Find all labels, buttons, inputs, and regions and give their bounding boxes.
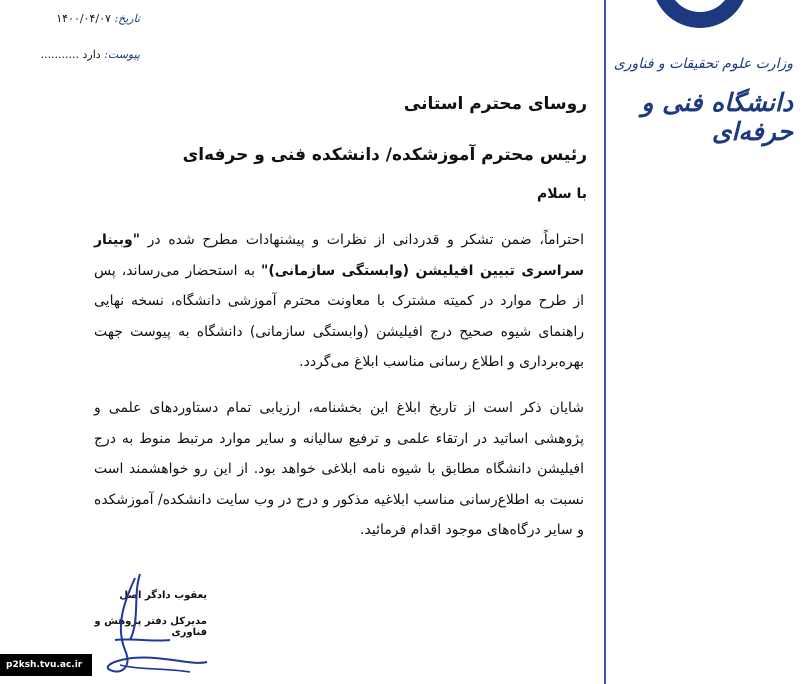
paragraph-2: شایان ذکر است از تاریخ ابلاغ این بخشنامه، ارزیابی تمام دستاوردهای علمی و پژوهشی اساتید در ارتقاء علمی و ترفیع سالیانه و سایر موارد مرتبط منوط به درج افیلیشن دانشگاه مطابق با شیوه نامه ابلاغی خواهد بود. از این رو خواهشمند است نسبت به اطلاع‌رسانی مناسب ابلاغیه مذکور و درج در وب سایت دانشکده/ آموزشکده و سایر درگاه‌های موجود اقدام فرمائید. bbox=[94, 400, 584, 538]
watermark: p2ksh.tvu.ac.ir bbox=[0, 654, 92, 676]
date-field: تاریخ: ۱۴۰۰/۰۴/۰۷ bbox=[56, 12, 140, 25]
date-value: ۱۴۰۰/۰۴/۰۷ bbox=[56, 12, 111, 25]
greeting: با سلام bbox=[536, 186, 587, 202]
signatory-title: مدیرکل دفتر پژوهش و فناوری bbox=[94, 616, 207, 638]
attachment-field: پیوست: دارد ........... bbox=[40, 48, 140, 61]
paragraph-1-intro: احتراماً، ضمن تشکر و قدردانی از نظرات و پیشنهادات مطرح شده در bbox=[140, 232, 584, 248]
ministry-name: وزارت علوم تحقیقات و فناوری bbox=[613, 56, 793, 72]
attachment-value: دارد ........... bbox=[40, 48, 101, 61]
addressee-faculty-heads: رئیس محترم آموزشکده/ دانشکده فنی و حرفه‌ای bbox=[182, 145, 587, 165]
letterhead-divider bbox=[604, 0, 606, 684]
university-name: دانشگاه فنی و حرفه‌ای bbox=[641, 88, 793, 146]
paragraph-1 bbox=[94, 225, 584, 378]
date-label: تاریخ bbox=[118, 12, 140, 25]
handwritten-signature bbox=[95, 570, 210, 682]
university-logo bbox=[650, 0, 750, 30]
addressee-provincial-heads: روسای محترم استانی bbox=[403, 94, 587, 114]
signatory-name: یعقوب دادگر اصل bbox=[119, 590, 207, 601]
webinar-title: "وبینار سراسری تبیین افیلیشن (وابستگی سازمانی)" bbox=[94, 232, 584, 279]
paragraph-1-body: به استحضار می‌رساند، پس از طرح موارد در کمیته مشترک با معاونت محترم آموزشی دانشگاه، نسخه نهایی راهنمای شیوه صحیح درج افیلیشن (وابستگی سازمانی) دانشگاه به پیوست جهت بهره‌برداری و اطلاع رسانی مناسب ابلاغ می‌گردد. bbox=[94, 262, 584, 370]
attachment-label: پیوست bbox=[107, 48, 140, 61]
